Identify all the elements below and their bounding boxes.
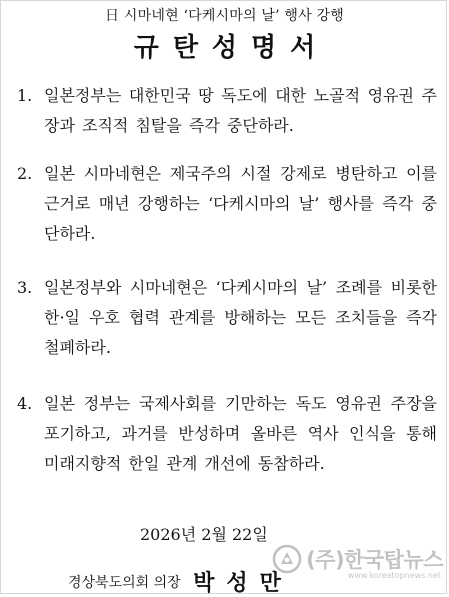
watermark xyxy=(272,544,443,580)
statement-item xyxy=(17,81,437,141)
statement-text: 일본정부는 대한민국 땅 독도에 대한 노골적 영유권 주장과 조직적 침탈을 즉각 중단하라. xyxy=(44,86,437,135)
statement-item xyxy=(17,273,437,363)
signer-name: 박성만 xyxy=(193,570,293,596)
statement-item xyxy=(17,389,437,479)
statement-text: 일본정부와 시마네현은 ‘다케시마의 날’ 조례를 비롯한 한·일 우호 협력 관계를 방해하는 모든 조치들을 즉각 철폐하라. xyxy=(44,278,437,357)
signer-role: 경상북도의회 의장 xyxy=(68,575,181,591)
newspaper-logo-icon xyxy=(272,544,302,574)
statement-text: 일본 정부는 국제사회를 기만하는 독도 영유권 주장을 포기하고, 과거를 반성하며 올바른 역사 인식을 통해 미래지향적 한일 관계 개선에 동참하라. xyxy=(44,394,437,473)
statement-date: 2026년 2월 22일 xyxy=(140,525,268,544)
watermark-text: (주)한국탑뉴스 xyxy=(306,548,443,572)
statement-number: 3. xyxy=(17,278,33,297)
document-title: 규탄성명서 xyxy=(133,33,330,63)
statement-number: 4. xyxy=(17,394,33,413)
document-subtitle: 日 시마네현 ‘다케시마의 날’ 행사 강행 xyxy=(105,8,344,24)
signature-line xyxy=(68,566,293,597)
statement-number: 2. xyxy=(17,164,33,183)
statement-text: 일본 시마네현은 제국주의 시절 강제로 병탄하고 이를 근거로 매년 강행하는 ‘다케시마의 날’ 행사를 즉각 중단하라. xyxy=(44,164,437,243)
statement-number: 1. xyxy=(17,86,33,105)
watermark-url: www.koreatopnews.net xyxy=(347,571,441,580)
statement-item xyxy=(17,159,437,249)
